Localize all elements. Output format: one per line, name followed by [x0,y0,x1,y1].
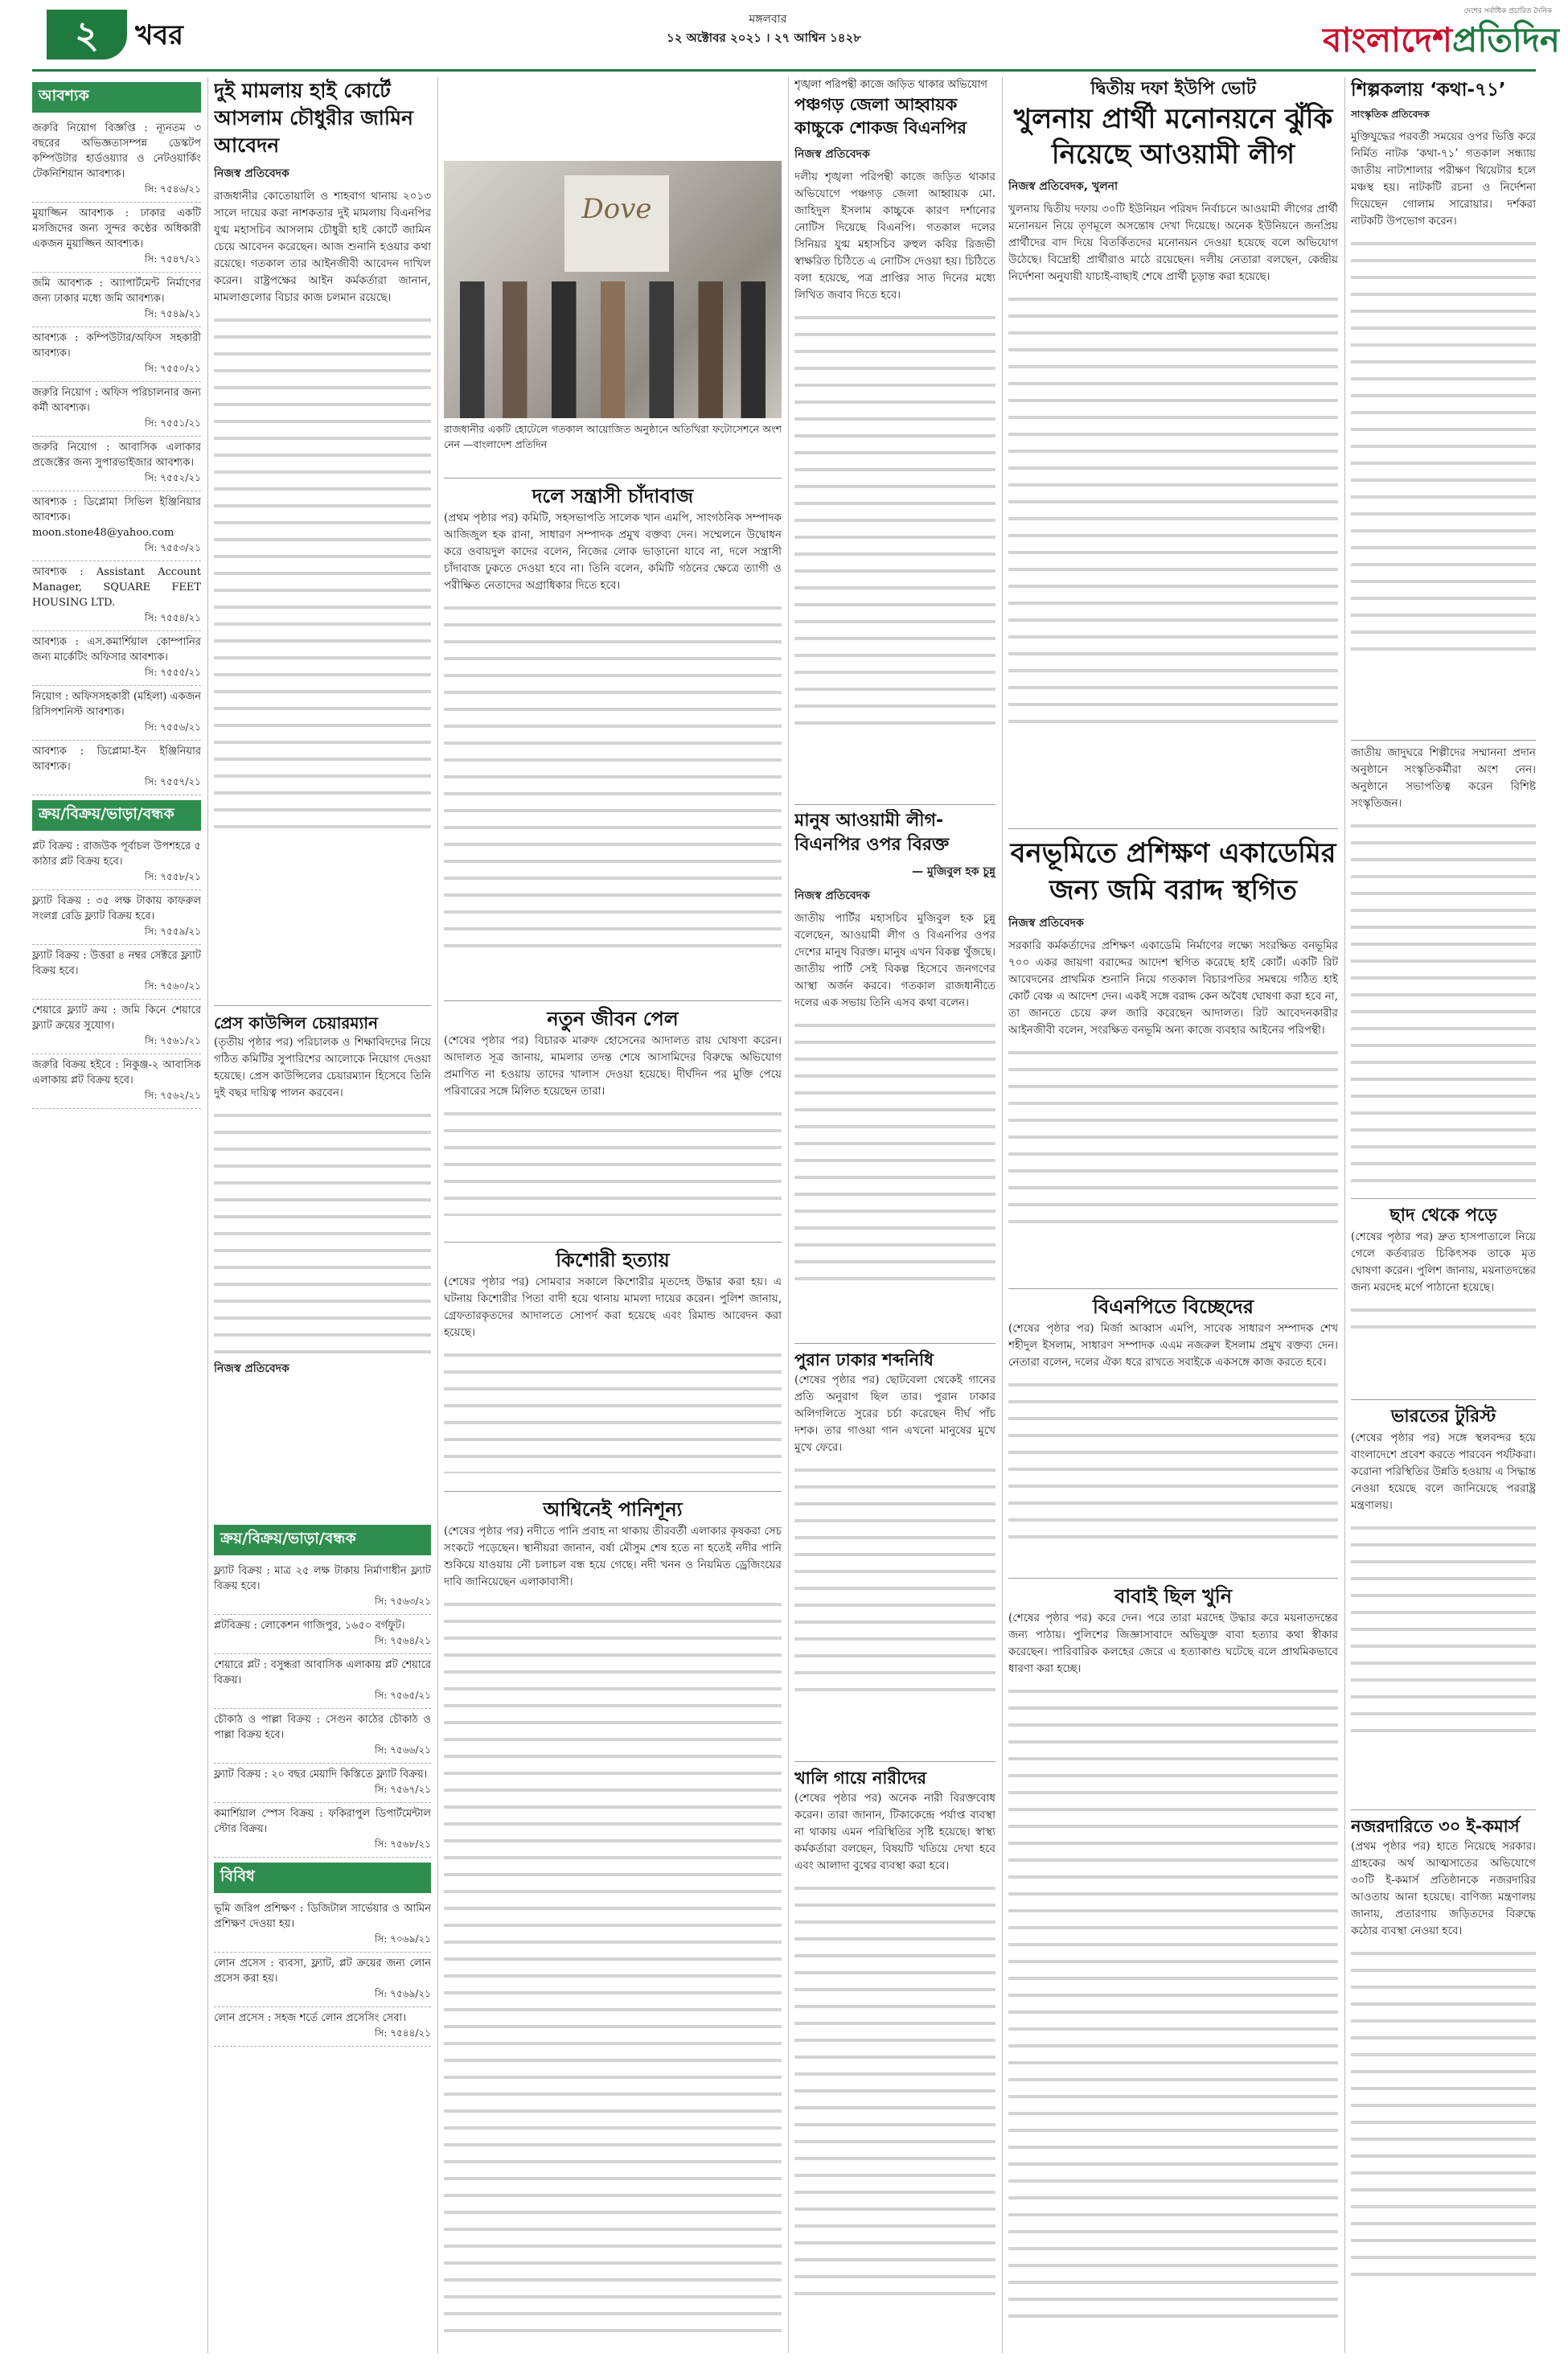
article-headline: নজরদারিতে ৩০ ই-কমার্স [1351,1817,1520,1836]
article-headline: বনভূমিতে প্রশিক্ষণ একাডেমির জন্য জমি বরাদ্দ স্থগিত [1010,837,1336,906]
article-body-continued [1351,1518,1536,1743]
logo-accent: প্রতিদিন [1451,20,1560,60]
classified-ad-text: শেয়ারে ফ্ল্যাট ক্রয় : জমি কিনে শেয়ারে ফ্ল্যাট ক্রয়ের সুযোগ। [32,1004,201,1032]
classified-ad-text: জরুরি বিক্রয় হইবে : নিকুঞ্জ-২ আবাসিক এলাকায় প্লট বিক্রয় হবে। [32,1059,201,1086]
article-byline: নিজস্ব প্রতিবেদক [214,1362,289,1375]
article-ecommerce [1351,1814,1536,2353]
article-body-continued [444,598,782,951]
classified-ad [214,1764,431,1803]
article-headline: শিল্পকলায় ‘কথা-৭১’ [1351,80,1506,101]
section-rule [214,1005,431,1006]
article-body: (প্রথম পৃষ্ঠার পর) কমিটি, সহসভাপতি সালেক খান এমপি, সাংগঠনিক সম্পাদক আজিজুল হক রানা, সাধারণ সম্পাদক প্রমুখ বক্তব্য দেন। সম্মেলনে উদ্বোধন করে ওবায়দুল কাদের বলেন, নিজের লোক ভাড়ানো যাবে না, দলে সন্ত্রাসী চাঁদাবাজ ঢুকতে দেওয়া হবে না। তিনি বলেন, কমিটি গঠনের ক্ষেত্রে ত্যাগী ও পরীক্ষিত নেতাদের অগ্রাধিকার দিতে হবে। [444,511,782,592]
article-body: (প্রথম পৃষ্ঠার পর) হাতে নিয়েছে সরকার। গ্রাহকের অর্থ আত্মসাতের অভিযোগে ৩০টি ই-কমার্স প্রতিষ্ঠানকে নজরদারির আওতায় আনা হয়েছে। বাণিজ্য মন্ত্রণালয় জানায়, প্রতারণায় জড়িতদের বিরুদ্ধে কঠোর ব্যবস্থা নেওয়া হবে। [1351,1840,1536,1937]
classified-ad-text: কমার্শিয়াল স্পেস বিক্রয় : ফকিরাপুল ডিপার্টমেন্টাল স্টোর বিক্রয়। [214,1808,431,1835]
section-rule [444,1491,782,1492]
classified-ad-id: সি: ৭৫৫৬/২১ [144,721,201,733]
classified-ad-text: লোন প্রসেস : সহজ শর্তে লোন প্রসেসিং সেবা। [214,2012,407,2024]
article-chadabaj [444,483,782,997]
classified-ad [32,1000,201,1054]
section-rule [794,804,995,805]
classified-ad [32,945,201,1000]
classified-ad-text: চৌকাঠ ও পাল্লা বিক্রয় : সেগুন কাঠের চৌকাঠ ও পাল্লা বিক্রয় হবে। [214,1714,431,1741]
article-body: (শেষের পৃষ্ঠার পর) সঙ্গে স্থলবন্দর হয়ে বাংলাদেশে প্রবেশ করতে পারবেন পর্যটকরা। করোনা পরিস্থিতির উন্নতি হওয়ায় এ সিদ্ধান্ত নেওয়া হয়েছে বলে জানিয়েছে পররাষ্ট্র মন্ত্রণালয়। [1351,1431,1536,1512]
article-body: (শেষের পৃষ্ঠার পর) ছোটবেলা থেকেই গানের প্রতি অনুরাগ ছিল তার। পুরান ঢাকার অলিগলিতে সুরের চর্চা করেছেন দীর্ঘ পাঁচ দশক। তার গাওয়া গান এখনো মানুষের মুখে মুখে ফেরে। [794,1374,995,1454]
article-body: (শেষের পৃষ্ঠার পর) মির্জা আব্বাস এমপি, সাবেক সাধারণ সম্পাদক শেখ শহীদুল ইসলাম, সাধারণ সম্পাদক এএম নজরুল ইসলাম প্রমুখ বক্তব্য দেন। নেতারা বলেন, দলের ঐক্য ধরে রাখতে সবাইকে একসঙ্গে কাজ করতে হবে। [1008,1322,1338,1369]
classified-ad-id: সি: ৭৫৬১/২১ [144,1035,201,1046]
classified-ad-id: সি: ৭৫৪৯/২১ [144,308,201,319]
classified-ad-text: আবশ্যক : Assistant Account Manager, SQUARE FEET HOUSING LTD. [32,566,201,609]
article-quote-byline: — মুজিবুল হক চুন্নু [912,865,995,878]
classified-category-header: ক্রয়/বিক্রয়/ভাড়া/বন্ধক [32,800,201,831]
classified-ad-text: আবশ্যক : ডিপ্লোমা-ইন ইঞ্জিনিয়ার আবশ্যক। [32,745,201,773]
header-date: ১২ অক্টোবর ২০২১ । ২৭ আশ্বিন ১৪২৮ [667,31,861,45]
classified-ad-id: সি: ৭৫৫৭/২১ [144,776,201,787]
article-byline: নিজস্ব প্রতিবেদক [794,148,870,161]
classified-list-4 [214,1898,431,2047]
article-byline: নিজস্ব প্রতিবেদক, খুলনা [1008,180,1119,193]
article-body: (শেষের পৃষ্ঠার পর) অনেক নারী বিরক্তবোধ করেন। তারা জানান, টিকাকেন্দ্রে পর্যাপ্ত ব্যবস্থা না থাকায় এমন পরিস্থিতির সৃষ্টি হয়েছে। স্বাস্থ্য কর্মকর্তারা বলছেন, বিষয়টি খতিয়ে দেখা হবে এবং আলাদা বুথের ব্যবস্থা করা হবে। [794,1792,995,1872]
classified-ad-id: সি: ৭৫৫৮/২১ [144,871,201,882]
article-body: (শেষের পৃষ্ঠার পর) বিচারক মারুফ হোসেনের আদালত রায় ঘোষণা করেন। আদালত সূত্র জানায়, মামলার তদন্ত শেষে আসামিদের বিরুদ্ধে অভিযোগ প্রমাণিত না হওয়ায় তাদের খালাস দেওয়া হয়েছে। দীর্ঘদিন পর মুক্তি পেয়ে পরিবারের সঙ্গে মিলিত হয়েছেন তারা। [444,1034,782,1098]
article-headline: পুরান ঢাকার শব্দনিধি [794,1350,934,1370]
article-body: রাজধানীর কোতোয়ালি ও শাহবাগ থানায় ২০১৩ সালে দায়ের করা নাশকতার দুই মামলায় বিএনপির যুগ্ম মহাসচিব আসলাম চৌধুরী হাই কোর্টে জামিন চেয়ে আবেদন করেছেন। আজ শুনানি হওয়ার কথা রয়েছে। গতকাল তার আইনজীবী আবেদন দাখিল করেন। রাষ্ট্রপক্ষের আইন কর্মকর্তারা জানান, মামলাগুলোর বিচার কাজ চলমান রয়েছে। [214,190,431,304]
article-body-continued [1008,289,1338,723]
classified-ad-text: শেয়ারে প্লট : বসুন্ধরা আবাসিক এলাকায় প্লট শেয়ারে বিক্রয়। [214,1659,431,1686]
newspaper-logo [1254,3,1560,68]
section-rule [794,1761,995,1762]
classified-ad-id: সি: ৭৫৬৪/২১ [374,1635,431,1646]
classified-ad-id: সি: ৭০৬৯/২১ [374,1933,431,1945]
classified-ad [32,327,201,382]
column-divider [1344,77,1345,2353]
article-body: (শেষের পৃষ্ঠার পর) দ্রুত হাসপাতালে নিয়ে গেলে কর্তব্যরত চিকিৎসক তাকে মৃত ঘোষণা করেন। পুলিশ জানায়, ময়নাতদন্তের জন্য মরদেহ মর্গে পাঠানো হয়েছে। [1351,1230,1536,1294]
classified-ad [32,631,201,686]
article-body: (তৃতীয় পৃষ্ঠার পর) পরিচালক ও শিক্ষাবিদদের নিয়ে গঠিত কমিটির সুপারিশের আলোকে নিয়োগ দেওয়া হয়েছে। প্রেস কাউন্সিলের চেয়ারম্যান হিসেবে তিনি দুই বছর দায়িত্ব পালন করবেন। [214,1036,431,1099]
classified-ad [32,836,201,890]
article-body: (শেষের পৃষ্ঠার পর) নদীতে পানি প্রবাহ না থাকায় তীরবর্তী এলাকার কৃষকরা সেচ সংকটে পড়েছেন। স্থানীয়রা জানান, বর্ষা মৌসুম শেষ হতে না হতেই নদীর পানি শুকিয়ে যাওয়ায় নৌ চলাচল বন্ধ হয়ে গেছে। নদী খনন ও নিয়মিত ড্রেজিংয়ের দাবি জানিয়েছেন এলাকাবাসী। [444,1525,782,1588]
article-body: (শেষের পৃষ্ঠার পর) সোমবার সকালে কিশোরীর মৃতদেহ উদ্ধার করা হয়। এ ঘটনায় কিশোরীর পিতা বাদী হয়ে থানায় মামলা দায়ের করেন। পুলিশ জানায়, গ্রেফতারকৃতদের আদালতে সোপর্দ করা হয়েছে এবং রিমান্ড আবেদন করা হয়েছে। [444,1275,782,1339]
article-headline: বাবাই ছিল খুনি [1114,1585,1233,1608]
article-body: খুলনায় দ্বিতীয় দফায় ৩০টি ইউনিয়ন পরিষদ নির্বাচনে আওয়ামী লীগের প্রার্থী মনোনয়ন নিয়ে তৃণমূলে অসন্তোষ দেখা দিয়েছে। অনেক ইউনিয়নে জনপ্রিয় প্রার্থীদের বাদ দিয়ে বিতর্কিতদের মনোনয়ন দেওয়া হয়েছে বলে অভিযোগ উঠেছে। বিদ্রোহী প্রার্থীরাও মাঠে রয়েছেন। দলীয় নেতারা বলছেন, কেন্দ্রীয় নির্দেশনা অনুযায়ী যাচাই-বাছাই শেষে প্রার্থী চূড়ান্ত করা হয়েছে। [1008,203,1338,283]
article-headline: বিএনপিতে বিচ্ছেদের [1092,1296,1254,1318]
article-press-council [214,1012,431,1510]
classified-ad-text: জরুরি নিয়োগ : অফিস পরিচালনার জন্য কর্মী আবশ্যক। [32,387,201,414]
section-rule [1351,1809,1536,1810]
article-body-continued [1351,815,1536,1185]
classified-ad-id: সি: ৭৫৪৭/২১ [144,253,201,265]
classified-ad [214,1709,431,1764]
article-byline: নিজস্ব প্রতিবেদক [794,889,870,902]
classified-ad [32,561,201,631]
classified-ad-id: সি: ৭৫৬৩/২১ [374,1596,431,1607]
section-rule [1351,1399,1536,1400]
section-rule [1008,1288,1338,1289]
classified-ad-text: জমি আবশ্যক : অ্যাপার্টমেন্ট নির্মাণের জন্য ঢাকার মধ্যে জমি আবশ্যক। [32,277,201,305]
classified-ad-id: সি: ৭৫৫০/২১ [144,363,201,374]
classified-ad [32,890,201,945]
classified-ad-text: ফ্ল্যাট বিক্রয় : ২০ বছর মেয়াদি কিস্তিতে ফ্ল্যাট বিক্রয়। [214,1768,428,1780]
classified-ad [214,1615,431,1654]
classified-ad-text: ফ্ল্যাট বিক্রয় : মাত্র ২৫ লক্ষ টাকায় নির্মাণাধীন ফ্ল্যাট বিক্রয় হবে। [214,1565,431,1592]
classified-ad-text: জরুরি নিয়োগ বিজ্ঞপ্তি : ন্যূনতম ৩ বছরের অভিজ্ঞতাসম্পন্ন ডেস্কটপ কম্পিউটার হার্ডওয়্যার ও নেটওয়ার্কিং টেকনিশিয়ান আবশ্যক। [32,122,201,180]
article-headline: নতুন জীবন পেল [547,1008,679,1030]
classified-ad [32,686,201,741]
article-kishori [444,1247,782,1488]
article-byline: নিজস্ব প্রতিবেদক [1008,917,1084,930]
classified-ad-id: সি: ৭৫৬৫/২১ [374,1690,431,1701]
article-ashin [444,1496,782,2353]
classified-ad [214,1654,431,1709]
classified-ad [214,1898,431,1953]
article-body-continued [1008,1374,1338,1551]
classified-ad [32,203,201,273]
article-award [1351,745,1536,1195]
classified-ad-id: সি: ৭৫৫২/২১ [144,472,201,483]
classified-ad-id: সি: ৭৫৬৮/২১ [374,1838,431,1850]
classified-ad-text: প্লটবিক্রয় : লোকেশন গাজিপুর, ১৬৫০ বর্গফুট। [214,1620,405,1632]
article-puran-dhaka [794,1348,995,1758]
section-rule [1351,740,1536,741]
classified-ad-id: সি: ৭৫৫৫/২১ [144,667,201,678]
logo-text [1254,16,1560,64]
classified-ad [214,1803,431,1858]
article-body-continued [1008,1042,1338,1227]
classified-ad-text: আবশ্যক : এস.কমার্শিয়াল কোম্পানির জন্য মার্কেটিং অফিসার আবশ্যক। [32,636,201,663]
section-rule [1008,828,1338,829]
classified-ad-id: সি: ৭৫৫৪/২১ [144,612,201,623]
classified-ad-text: মুয়াজ্জিন আবশ্যক : ঢাকার একটি মসজিদের জন্য সুন্দর কণ্ঠের অধিকারী একজন মুয়াজ্জিন আবশ্যক। [32,207,201,250]
classified-ad-id: সি: ৭৫৫১/২১ [144,417,201,429]
article-byline: সাংস্কৃতিক প্রতিবেদক [1351,109,1430,120]
article-babai [1008,1583,1338,2353]
article-body-continued [794,1878,995,2296]
classified-ad-id: সি: ৭৫৬৬/২১ [374,1744,431,1756]
article-khali-gaye [794,1766,995,2353]
article-headline: খালি গায়ে নারীদের [794,1768,927,1788]
classified-ad [32,1054,201,1109]
classified-ad-id: সি: ৭৫৬০/২১ [144,980,201,992]
classified-ad-text: প্লট বিক্রয় : রাজউক পূর্বাচল উপশহরে ৫ কাঠার প্লট বিক্রয় হবে। [32,840,201,868]
page-number-badge [47,10,127,60]
article-body-continued [1351,1300,1536,1340]
article-manush [794,809,995,1340]
classifieds-column-1 [32,77,201,2353]
classified-ad [214,1560,431,1615]
article-body-continued [444,1103,782,1216]
article-body: মুক্তিযুদ্ধের পরবর্তী সময়ের ওপর ভিত্তি করে নির্মিত নাটক ‘কথা-৭১’ গতকাল সন্ধ্যায় জাতীয় নাট্যশালার পরীক্ষণ থিয়েটার হলে মঞ্চস্থ হয়। নাটকটি রচনা ও নির্দেশনা দিয়েছেন গোলাম সারোয়ার। দর্শকরা নাটকটি উপভোগ করেন। [1351,130,1536,228]
classified-category-header: বিবিধ [214,1863,431,1893]
article-body: (শেষের পৃষ্ঠার পর) করে দেন। পরে তারা মরদেহ উদ্ধার করে ময়নাতদন্তের জন্য পাঠায়। পুলিশের জিজ্ঞাসাবাদে অভিযুক্ত বাবা হত্যার কথা স্বীকার করেছেন। পারিবারিক কলহের জেরে এ হত্যাকাণ্ড ঘটেছে বলে প্রাথমিকভাবে ধারণা করা হচ্ছে। [1008,1612,1338,1675]
section-rule [1351,1198,1536,1199]
article-kicker: দ্বিতীয় দফা ইউপি ভোট [1090,79,1256,99]
classified-ad-text: আবশ্যক : কম্পিউটার/অফিস সহকারী আবশ্যক। [32,332,201,359]
classified-category-header: ক্রয়/বিক্রয়/ভাড়া/বন্ধক [214,1525,431,1555]
logo-tagline: দেশের সর্বাধিক প্রচারিত দৈনিক [1463,7,1552,15]
classified-list-2 [32,836,201,1109]
column-divider [788,77,789,2353]
header-day: মঙ্গলবার [749,13,787,26]
classified-ad [214,2007,431,2047]
article-shilpakala [1351,77,1536,737]
classified-ad-text: ফ্ল্যাট বিক্রয় : উত্তরা ৪ নম্বর সেক্টরে ফ্ল্যাট বিক্রয় হবে। [32,950,201,977]
classified-ad [32,437,201,491]
article-body-continued [1008,1681,1338,2324]
classified-list-3 [214,1560,431,1858]
classified-ad-text: জরুরি নিয়োগ : আবাসিক এলাকার প্রজেক্টের জন্য সুপারভাইজার আবশ্যক। [32,442,201,469]
classified-ad-id: সি: ৭৫৬৯/২১ [374,1988,431,1999]
article-headline: আশ্বিনেই পানিশূন্য [543,1498,683,1521]
section-rule [1008,1578,1338,1579]
article-body-continued [794,307,995,725]
article-panchagarh [794,77,995,801]
article-headline: প্রেস কাউন্সিল চেয়ারম্যান [214,1013,379,1033]
article-bnp-bichhed [1008,1293,1338,1575]
classified-ad-id: সি: ৭৫৪৬/২১ [144,183,201,195]
article-aslam [214,77,431,1002]
classified-ad [32,741,201,795]
article-tourist [1351,1404,1536,1806]
article-headline: দুই মামলায় হাই কোর্টে আসলাম চৌধুরীর জামিন আবেদন [214,79,413,157]
article-body-continued [1351,233,1536,651]
classified-ad-id: সি: ৭৫৫৩/২১ [144,542,201,553]
article-headline: পঞ্চগড় জেলা আহ্বায়ক কাচ্চুকে শোকজ বিএনপির [794,95,967,138]
photo-brand-logo: Dove [581,193,652,225]
page-number: ২ [75,13,99,56]
page-header [0,0,1568,72]
article-headline: মানুষ আওয়ামী লীগ-বিএনপির ওপর বিরক্ত [794,811,950,855]
column-divider [1002,77,1003,2353]
article-headline: খুলনায় প্রার্থী মনোনয়নে ঝুঁকি নিয়েছে আওয়ামী লীগ [1013,103,1333,170]
classified-ad-text: ফ্ল্যাট বিক্রয় : ৩৫ লক্ষ টাকায় কাফরুল সংলগ্ন রেডি ফ্ল্যাট বিক্রয় হবে। [32,895,201,922]
classified-ad [214,1953,431,2007]
article-body-continued [794,1460,995,1701]
article-body-continued [214,1105,431,1354]
classifieds-column-2 [214,1520,431,2353]
article-byline: নিজস্ব প্রতিবেদক [214,167,289,180]
classified-ad [32,491,201,561]
section-name: খবর [135,19,183,51]
article-body-continued [444,1345,782,1473]
article-headline: কিশোরী হত্যায় [556,1249,670,1271]
article-khulna [1008,77,1338,825]
article-banabhumi [1008,835,1338,1285]
classified-list-1 [32,117,201,795]
classified-ad [32,117,201,203]
section-rule [794,1343,995,1344]
article-body-continued [794,1015,995,1288]
news-photo [444,161,782,418]
article-chad [1351,1203,1536,1396]
article-body: সরকারি কর্মকর্তাদের প্রশিক্ষণ একাডেমি নির্মাণের লক্ষ্যে সংরক্ষিত বনভূমির ৭০০ একর জায়গা বরাদ্দের আদেশ স্থগিত করেছে হাই কোর্ট। একটি রিট আবেদনের প্রাথমিক শুনানি নিয়ে গতকাল বিচারপতির সমন্বয়ে গঠিত হাই কোর্ট বেঞ্চ এ আদেশ দেন। একই সঙ্গে বরাদ্দ কেন অবৈধ ঘোষণা করা হবে না, তা জানতে চেয়ে রুল জারি করেছেন আদালত। রিট আবেদনকারীর আইনজীবী বলেন, সংরক্ষিত বনভূমি অন্য কাজে ব্যবহার আইনের পরিপন্থী। [1008,939,1338,1037]
article-headline: ছাদ থেকে পড়ে [1389,1205,1497,1226]
article-body-continued [444,1594,782,2334]
column-divider [437,77,438,2353]
classified-ad [32,382,201,437]
article-headline: দলে সন্ত্রাসী চাঁদাবাজ [532,485,694,507]
logo-main: বাংলাদেশ [1323,20,1452,60]
article-body-continued [214,310,431,840]
classified-ad [32,273,201,327]
article-body-continued [1351,1943,1536,2281]
article-body: জাতীয় জাদুঘরে শিল্পীদের সম্মাননা প্রদান অনুষ্ঠানে সংস্কৃতিকর্মীরা অংশ নেন। অনুষ্ঠানে সভাপতিত্ব করেন বিশিষ্ট সংস্কৃতিজন। [1351,746,1536,810]
classified-ad-id: সি: ৭৫৬২/২১ [144,1090,201,1101]
classified-ad-id: সি: ৭৫৬৭/২১ [374,1784,431,1795]
article-body: জাতীয় পার্টির মহাসচিব মুজিবুল হক চুন্নু বলেছেন, আওয়ামী লীগ ও বিএনপির ওপর দেশের মানুষ বিরক্ত। মানুষ এখন বিকল্প খুঁজছে। জাতীয় পার্টি সেই বিকল্প হিসেবে জনগণের আস্থা অর্জন করবে। গতকাল রাজধানীতে দলের এক সভায় তিনি এসব কথা বলেন। [794,912,995,1009]
article-headline: ভারতের টুরিস্ট [1390,1407,1496,1427]
article-notun-jibon [444,1005,782,1238]
classified-ad-text: ভূমি জরিপ প্রশিক্ষণ : ডিজিটাল সার্ভেয়ার ও আমিন প্রশিক্ষণ দেওয়া হয়। [214,1903,431,1930]
column-divider [207,77,208,2353]
classified-ad-id: সি: ৭৫৫৯/২১ [144,926,201,937]
header-rule [32,69,1536,72]
classified-ad-text: নিয়োগ : অফিসসহকারী (মহিলা) একজন রিসিপশনিস্ট আবশ্যক। [32,691,201,718]
photo-people [460,281,766,418]
classified-ad-text: আবশ্যক : ডিপ্লোমা সিভিল ইঞ্জিনিয়ার আবশ্যক। moon.stone48@yahoo.com [32,496,201,539]
article-pre-headline: শৃঙ্খলা পরিপন্থী কাজে জড়িত থাকার অভিযোগ [794,79,987,91]
article-body: দলীয় শৃঙ্খলা পরিপন্থী কাজে জড়িত থাকার অভিযোগে পঞ্চগড় জেলা আহ্বায়ক মো. জাহিদুল ইসলাম কাচ্চুকে কারণ দর্শানোর নোটিস দিয়েছে বিএনপি। গতকাল দলের সিনিয়র যুগ্ম মহাসচিব রুহুল কবির রিজভী স্বাক্ষরিত চিঠিতে এ নোটিস দেওয়া হয়। চিঠিতে বলা হয়েছে, পত্র প্রাপ্তির সাত দিনের মধ্যে লিখিত জবাব দিতে হবে। [794,170,995,302]
section-rule [444,1000,782,1001]
classified-ad-text: লোন প্রসেস : ব্যবসা, ফ্ল্যাট, প্লট ক্রয়ের জন্য লোন প্রসেস করা হয়। [214,1957,431,1985]
photo-caption: রাজধানীর একটি হোটেলে গতকাল আয়োজিত অনুষ্ঠানে অতিথিরা ফটোসেশনে অংশ নেন —বাংলাদেশ প্রতিদিন [444,423,782,450]
classified-category-header: আবশ্যক [32,82,201,113]
classified-ad-id: সি: ৭৫৪৪/২১ [374,2027,431,2039]
